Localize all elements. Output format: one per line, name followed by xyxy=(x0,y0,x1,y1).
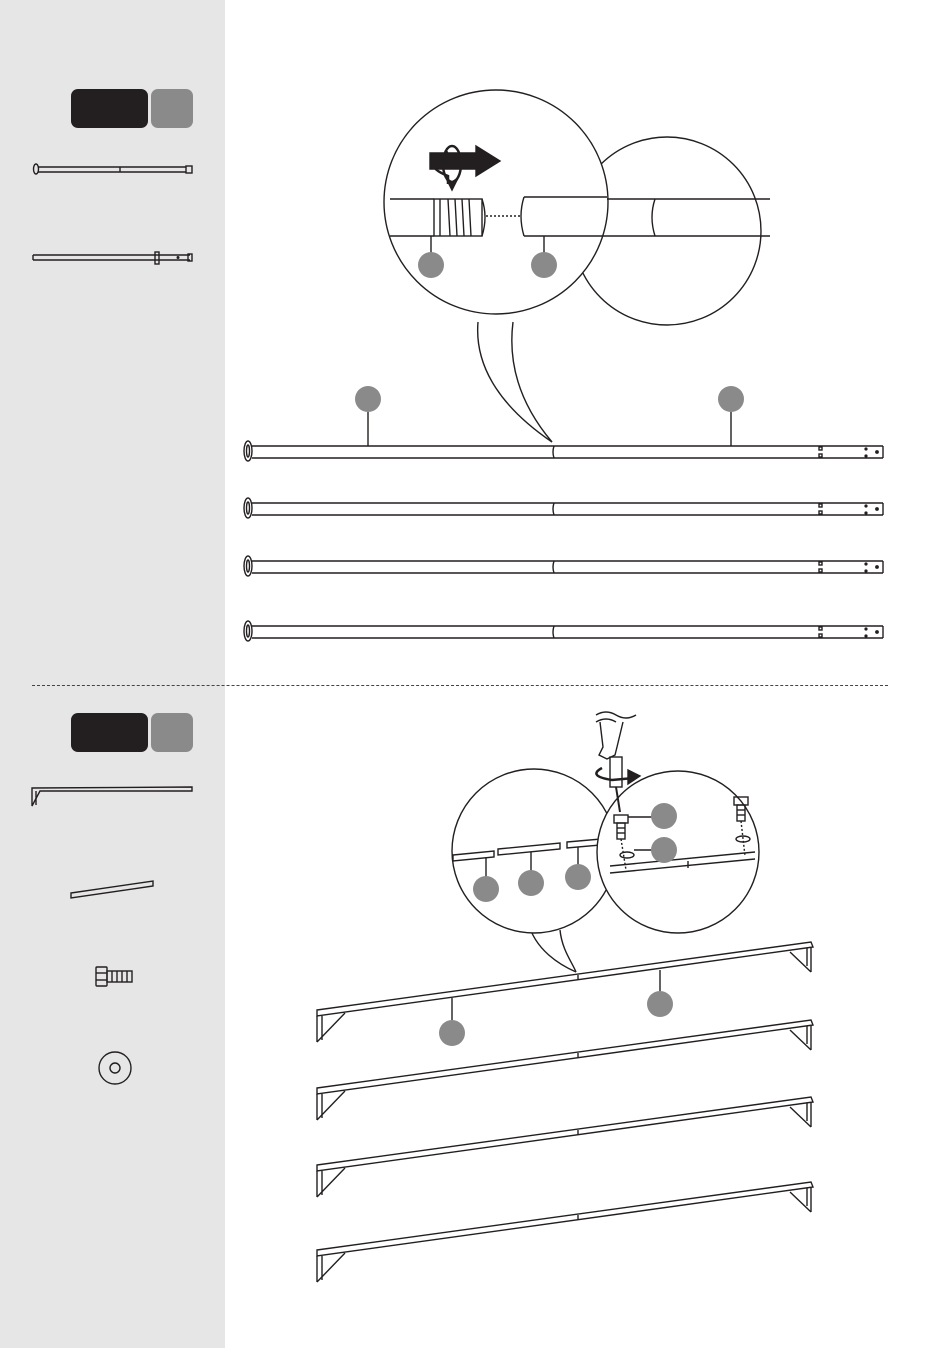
part-flat-connector-icon xyxy=(71,881,153,898)
assembled-frames xyxy=(317,942,813,1282)
part-rod-with-cap-icon xyxy=(34,164,193,174)
part-washer-icon xyxy=(99,1052,131,1084)
part-bolt-icon xyxy=(96,967,132,986)
part-rod-with-clip-icon xyxy=(33,252,192,264)
assembled-rods xyxy=(244,441,883,641)
part-frame-bar-icon xyxy=(32,787,192,806)
step-2-detail-zoom xyxy=(452,712,759,972)
